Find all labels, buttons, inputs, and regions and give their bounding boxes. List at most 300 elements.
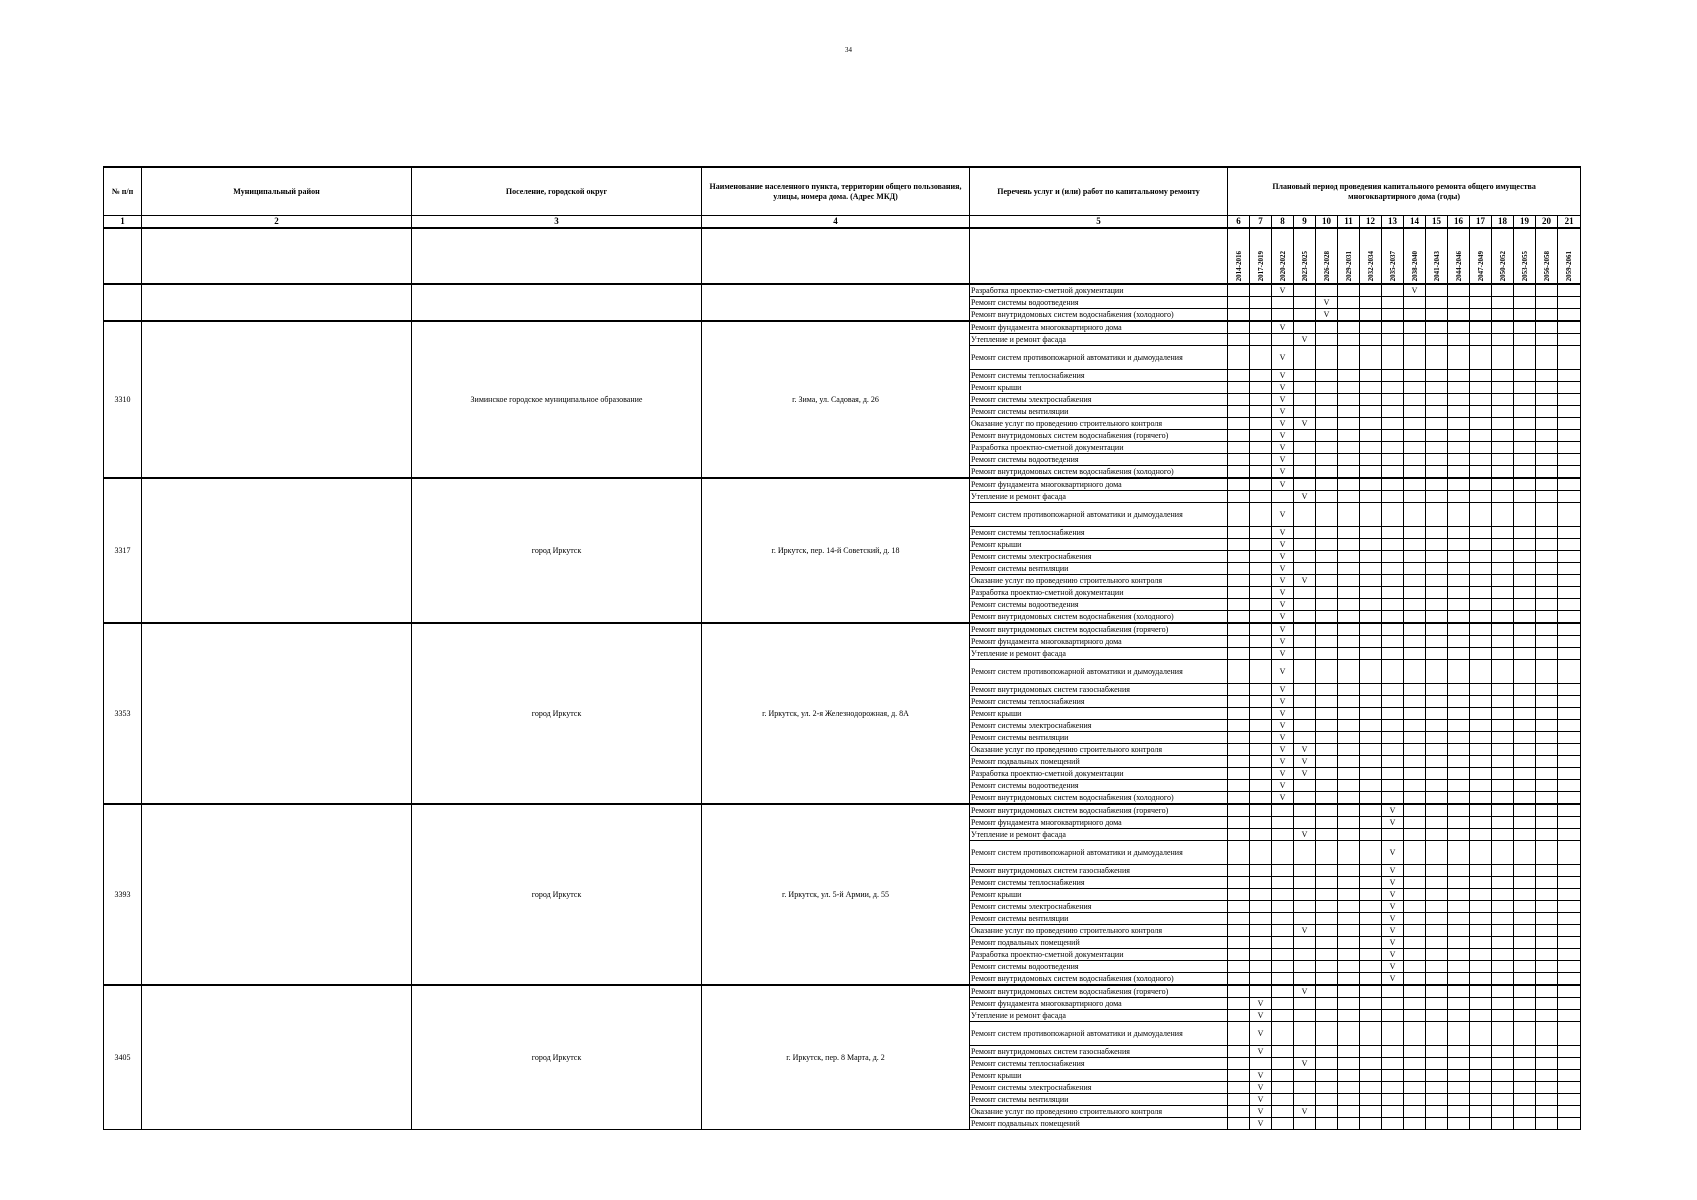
work-name-cell: Ремонт системы теплоснабжения	[970, 877, 1228, 889]
period-cell	[1404, 696, 1426, 708]
work-name-cell: Ремонт систем противопожарной автоматики и дымоудаления	[970, 346, 1228, 370]
period-cell	[1294, 454, 1316, 466]
period-cell	[1448, 1118, 1470, 1130]
period-cell	[1492, 949, 1514, 961]
period-cell	[1360, 1022, 1382, 1046]
period-cell	[1404, 792, 1426, 805]
period-cell	[1492, 756, 1514, 768]
period-cell	[1426, 889, 1448, 901]
period-cell	[1448, 1010, 1470, 1022]
period-cell	[1470, 720, 1492, 732]
period-cell	[1448, 334, 1470, 346]
period-cell	[1294, 913, 1316, 925]
period-cell	[1250, 901, 1272, 913]
period-cell	[1470, 696, 1492, 708]
period-cell	[1360, 563, 1382, 575]
period-cell	[1404, 599, 1426, 611]
period-cell	[1514, 539, 1536, 551]
period-cell	[1426, 961, 1448, 973]
period-cell	[1250, 370, 1272, 382]
period-cell	[1558, 284, 1581, 297]
period-mark: V	[1279, 667, 1286, 676]
period-cell	[1448, 370, 1470, 382]
period-cell	[1448, 961, 1470, 973]
period-cell	[1536, 985, 1558, 998]
period-cell	[1316, 442, 1338, 454]
period-cell	[1404, 913, 1426, 925]
settlement-cell: город Иркутск	[412, 985, 702, 1130]
period-cell	[1360, 284, 1382, 297]
period-cell	[1470, 442, 1492, 454]
table-header	[104, 167, 1581, 284]
period-cell	[1272, 949, 1294, 961]
period-cell	[1404, 1118, 1426, 1130]
period-cell	[1426, 284, 1448, 297]
period-cell	[1338, 466, 1360, 479]
year-header-cell	[1294, 228, 1316, 284]
period-cell	[1492, 973, 1514, 986]
period-cell	[1316, 587, 1338, 599]
period-cell	[1514, 321, 1536, 334]
period-cell	[1294, 684, 1316, 696]
period-cell	[1448, 346, 1470, 370]
period-cell	[1228, 478, 1250, 491]
period-cell	[1492, 925, 1514, 937]
period-cell	[1294, 985, 1316, 998]
period-cell	[1382, 297, 1404, 309]
period-cell	[1492, 321, 1514, 334]
period-cell	[1492, 780, 1514, 792]
period-cell	[1316, 491, 1338, 503]
work-name-cell: Утепление и ремонт фасада	[970, 491, 1228, 503]
period-cell	[1316, 527, 1338, 539]
year-label: 2044-2046	[1454, 250, 1463, 281]
period-cell	[1294, 575, 1316, 587]
period-cell	[1294, 925, 1316, 937]
period-cell	[1470, 937, 1492, 949]
period-cell	[1492, 1010, 1514, 1022]
period-cell	[1294, 973, 1316, 986]
period-cell	[1250, 877, 1272, 889]
period-cell	[1272, 1058, 1294, 1070]
work-name-cell: Ремонт систем противопожарной автоматики и дымоудаления	[970, 503, 1228, 527]
period-cell	[1228, 817, 1250, 829]
period-cell	[1426, 346, 1448, 370]
period-cell	[1448, 587, 1470, 599]
period-mark: V	[1279, 625, 1286, 634]
period-cell	[1558, 841, 1581, 865]
period-cell	[1382, 648, 1404, 660]
period-cell	[1470, 623, 1492, 636]
period-cell	[1382, 1106, 1404, 1118]
period-cell	[1404, 877, 1426, 889]
table-body	[104, 284, 1581, 1130]
period-cell	[1228, 756, 1250, 768]
period-cell	[1448, 284, 1470, 297]
period-cell	[1294, 1022, 1316, 1046]
period-cell	[1272, 768, 1294, 780]
period-mark: V	[1279, 697, 1286, 706]
period-cell	[1228, 321, 1250, 334]
header-address: Наименование населенного пункта, территории общего пользования, улицы, номера дома. (Адрес МКД)	[702, 167, 970, 216]
work-name-cell: Ремонт крыши	[970, 708, 1228, 720]
period-cell	[1272, 732, 1294, 744]
period-cell	[1250, 623, 1272, 636]
period-cell	[1558, 973, 1581, 986]
period-cell	[1404, 284, 1426, 297]
work-name-cell: Оказание услуг по проведению строительного контроля	[970, 418, 1228, 430]
period-cell	[1338, 539, 1360, 551]
period-cell	[1272, 321, 1294, 334]
period-cell	[1404, 321, 1426, 334]
period-cell	[1558, 1118, 1581, 1130]
period-cell	[1492, 636, 1514, 648]
period-cell	[1492, 901, 1514, 913]
period-cell	[1250, 321, 1272, 334]
work-name-cell: Ремонт системы водоотведения	[970, 961, 1228, 973]
period-cell	[1338, 756, 1360, 768]
period-cell	[1470, 829, 1492, 841]
work-name-cell: Ремонт внутридомовых систем водоснабжения (холодного)	[970, 466, 1228, 479]
period-cell	[1272, 346, 1294, 370]
period-mark: V	[1389, 878, 1396, 887]
work-name-cell: Разработка проектно-сметной документации	[970, 768, 1228, 780]
period-cell	[1250, 660, 1272, 684]
period-cell	[1228, 1082, 1250, 1094]
period-cell	[1382, 394, 1404, 406]
period-cell	[1382, 961, 1404, 973]
period-cell	[1360, 1070, 1382, 1082]
period-cell	[1382, 382, 1404, 394]
period-cell	[1272, 454, 1294, 466]
address-cell: г. Иркутск, пер. 14-й Советский, д. 18	[702, 478, 970, 623]
period-cell	[1536, 660, 1558, 684]
period-cell	[1470, 780, 1492, 792]
period-cell	[1382, 334, 1404, 346]
period-cell	[1250, 744, 1272, 756]
period-cell	[1250, 503, 1272, 527]
period-cell	[1338, 527, 1360, 539]
period-cell	[1470, 1058, 1492, 1070]
period-cell	[1272, 442, 1294, 454]
years-blank-cell	[142, 228, 412, 284]
work-name-cell: Ремонт систем противопожарной автоматики и дымоудаления	[970, 660, 1228, 684]
period-cell	[1404, 454, 1426, 466]
period-cell	[1536, 636, 1558, 648]
period-cell	[1470, 684, 1492, 696]
period-cell	[1558, 478, 1581, 491]
work-name-cell: Ремонт системы теплоснабжения	[970, 527, 1228, 539]
period-cell	[1360, 587, 1382, 599]
period-cell	[1228, 1022, 1250, 1046]
period-cell	[1316, 563, 1338, 575]
period-cell	[1250, 442, 1272, 454]
period-cell	[1338, 949, 1360, 961]
period-cell	[1228, 587, 1250, 599]
period-cell	[1558, 696, 1581, 708]
period-cell	[1470, 527, 1492, 539]
period-cell	[1558, 1094, 1581, 1106]
period-cell	[1360, 720, 1382, 732]
period-cell	[1338, 284, 1360, 297]
period-cell	[1448, 382, 1470, 394]
period-cell	[1470, 1022, 1492, 1046]
column-number: 5	[970, 216, 1228, 229]
period-cell	[1492, 454, 1514, 466]
period-cell	[1448, 684, 1470, 696]
period-cell	[1272, 648, 1294, 660]
period-cell	[1382, 563, 1404, 575]
period-cell	[1360, 334, 1382, 346]
period-cell	[1338, 587, 1360, 599]
period-cell	[1558, 1046, 1581, 1058]
period-cell	[1536, 744, 1558, 756]
period-cell	[1360, 321, 1382, 334]
period-cell	[1470, 901, 1492, 913]
period-mark: V	[1257, 1083, 1264, 1092]
period-cell	[1558, 744, 1581, 756]
period-cell	[1272, 406, 1294, 418]
period-cell	[1426, 1070, 1448, 1082]
work-name-cell: Оказание услуг по проведению строительного контроля	[970, 575, 1228, 587]
period-cell	[1404, 1082, 1426, 1094]
period-cell	[1360, 346, 1382, 370]
period-cell	[1404, 756, 1426, 768]
period-cell	[1492, 418, 1514, 430]
period-cell	[1272, 744, 1294, 756]
period-cell	[1272, 418, 1294, 430]
period-cell	[1360, 466, 1382, 479]
period-cell	[1360, 744, 1382, 756]
period-cell	[1360, 1058, 1382, 1070]
period-cell	[1448, 841, 1470, 865]
period-mark: V	[1279, 612, 1286, 621]
address-cell: г. Иркутск, пер. 8 Марта, д. 2	[702, 985, 970, 1130]
period-cell	[1382, 1022, 1404, 1046]
period-cell	[1514, 648, 1536, 660]
period-cell	[1470, 418, 1492, 430]
period-cell	[1360, 370, 1382, 382]
period-cell	[1470, 648, 1492, 660]
period-cell	[1294, 732, 1316, 744]
period-cell	[1316, 841, 1338, 865]
period-cell	[1316, 804, 1338, 817]
period-cell	[1426, 418, 1448, 430]
period-cell	[1558, 768, 1581, 780]
period-cell	[1316, 780, 1338, 792]
period-cell	[1536, 599, 1558, 611]
period-cell	[1272, 1106, 1294, 1118]
period-mark: V	[1389, 926, 1396, 935]
period-cell	[1404, 829, 1426, 841]
period-cell	[1558, 575, 1581, 587]
period-cell	[1558, 503, 1581, 527]
period-cell	[1382, 418, 1404, 430]
period-cell	[1250, 804, 1272, 817]
period-cell	[1294, 466, 1316, 479]
year-header-cell	[1338, 228, 1360, 284]
period-cell	[1536, 732, 1558, 744]
period-cell	[1250, 575, 1272, 587]
period-cell	[1470, 817, 1492, 829]
period-cell	[1272, 491, 1294, 503]
period-cell	[1426, 466, 1448, 479]
period-cell	[1558, 1070, 1581, 1082]
period-cell	[1492, 575, 1514, 587]
work-name-cell: Ремонт фундамента многоквартирного дома	[970, 478, 1228, 491]
period-cell	[1470, 430, 1492, 442]
period-cell	[1294, 1058, 1316, 1070]
period-cell	[1338, 1094, 1360, 1106]
period-cell	[1228, 937, 1250, 949]
period-cell	[1470, 297, 1492, 309]
period-mark: V	[1389, 890, 1396, 899]
period-cell	[1514, 1106, 1536, 1118]
period-cell	[1316, 551, 1338, 563]
period-cell	[1470, 1046, 1492, 1058]
period-cell	[1536, 961, 1558, 973]
period-cell	[1360, 418, 1382, 430]
period-cell	[1382, 1070, 1404, 1082]
period-cell	[1272, 696, 1294, 708]
period-cell	[1294, 660, 1316, 684]
period-mark: V	[1279, 443, 1286, 452]
period-cell	[1404, 394, 1426, 406]
period-cell	[1382, 1010, 1404, 1022]
period-cell	[1316, 394, 1338, 406]
period-cell	[1492, 696, 1514, 708]
period-cell	[1514, 394, 1536, 406]
period-cell	[1470, 503, 1492, 527]
period-cell	[1316, 1094, 1338, 1106]
period-cell	[1250, 394, 1272, 406]
period-cell	[1360, 442, 1382, 454]
period-cell	[1272, 284, 1294, 297]
period-mark: V	[1301, 576, 1308, 585]
work-name-cell: Ремонт внутридомовых систем водоснабжения (холодного)	[970, 792, 1228, 805]
period-cell	[1558, 925, 1581, 937]
period-mark: V	[1279, 540, 1286, 549]
period-cell	[1250, 587, 1272, 599]
period-cell	[1448, 454, 1470, 466]
period-cell	[1250, 466, 1272, 479]
period-cell	[1294, 406, 1316, 418]
period-cell	[1228, 720, 1250, 732]
period-cell	[1536, 865, 1558, 877]
period-cell	[1404, 442, 1426, 454]
period-cell	[1426, 442, 1448, 454]
period-cell	[1294, 346, 1316, 370]
period-cell	[1294, 370, 1316, 382]
period-cell	[1382, 587, 1404, 599]
period-cell	[1448, 599, 1470, 611]
period-cell	[1404, 648, 1426, 660]
period-cell	[1558, 636, 1581, 648]
period-cell	[1228, 1094, 1250, 1106]
period-cell	[1404, 985, 1426, 998]
period-cell	[1228, 925, 1250, 937]
period-cell	[1382, 865, 1404, 877]
work-name-cell: Ремонт фундамента многоквартирного дома	[970, 636, 1228, 648]
year-header-cell	[1316, 228, 1338, 284]
period-cell	[1228, 454, 1250, 466]
period-cell	[1228, 1058, 1250, 1070]
period-cell	[1250, 297, 1272, 309]
period-cell	[1404, 430, 1426, 442]
period-cell	[1316, 406, 1338, 418]
period-cell	[1294, 539, 1316, 551]
period-cell	[1536, 949, 1558, 961]
period-cell	[1338, 503, 1360, 527]
period-cell	[1448, 901, 1470, 913]
period-cell	[1470, 973, 1492, 986]
period-cell	[1338, 696, 1360, 708]
period-cell	[1338, 297, 1360, 309]
period-cell	[1404, 406, 1426, 418]
period-cell	[1448, 539, 1470, 551]
table-row	[104, 623, 1581, 636]
period-cell	[1404, 334, 1426, 346]
period-mark: V	[1389, 818, 1396, 827]
period-cell	[1338, 563, 1360, 575]
years-blank-cell	[970, 228, 1228, 284]
period-cell	[1294, 611, 1316, 624]
period-cell	[1272, 394, 1294, 406]
period-cell	[1426, 817, 1448, 829]
year-label: 2056-2058	[1542, 250, 1551, 281]
period-cell	[1448, 503, 1470, 527]
period-mark: V	[1389, 902, 1396, 911]
period-cell	[1558, 623, 1581, 636]
period-cell	[1470, 961, 1492, 973]
period-cell	[1228, 418, 1250, 430]
period-cell	[1382, 744, 1404, 756]
work-name-cell: Оказание услуг по проведению строительного контроля	[970, 744, 1228, 756]
work-name-cell: Ремонт подвальных помещений	[970, 937, 1228, 949]
period-cell	[1404, 611, 1426, 624]
period-cell	[1536, 382, 1558, 394]
period-cell	[1382, 406, 1404, 418]
period-cell	[1492, 406, 1514, 418]
period-cell	[1360, 575, 1382, 587]
period-mark: V	[1301, 492, 1308, 501]
period-cell	[1338, 684, 1360, 696]
period-cell	[1536, 877, 1558, 889]
period-cell	[1404, 744, 1426, 756]
period-cell	[1536, 334, 1558, 346]
period-cell	[1470, 1070, 1492, 1082]
period-cell	[1250, 985, 1272, 998]
period-cell	[1558, 1010, 1581, 1022]
period-cell	[1250, 949, 1272, 961]
period-cell	[1228, 309, 1250, 322]
period-cell	[1448, 321, 1470, 334]
period-cell	[1294, 418, 1316, 430]
period-cell	[1316, 1022, 1338, 1046]
period-cell	[1382, 1082, 1404, 1094]
period-cell	[1250, 1070, 1272, 1082]
period-cell	[1360, 985, 1382, 998]
work-name-cell: Ремонт подвальных помещений	[970, 1118, 1228, 1130]
period-cell	[1250, 284, 1272, 297]
period-mark: V	[1279, 793, 1286, 802]
period-cell	[1338, 334, 1360, 346]
period-cell	[1470, 636, 1492, 648]
period-cell	[1448, 406, 1470, 418]
period-cell	[1338, 636, 1360, 648]
period-cell	[1426, 1094, 1448, 1106]
period-cell	[1536, 792, 1558, 805]
